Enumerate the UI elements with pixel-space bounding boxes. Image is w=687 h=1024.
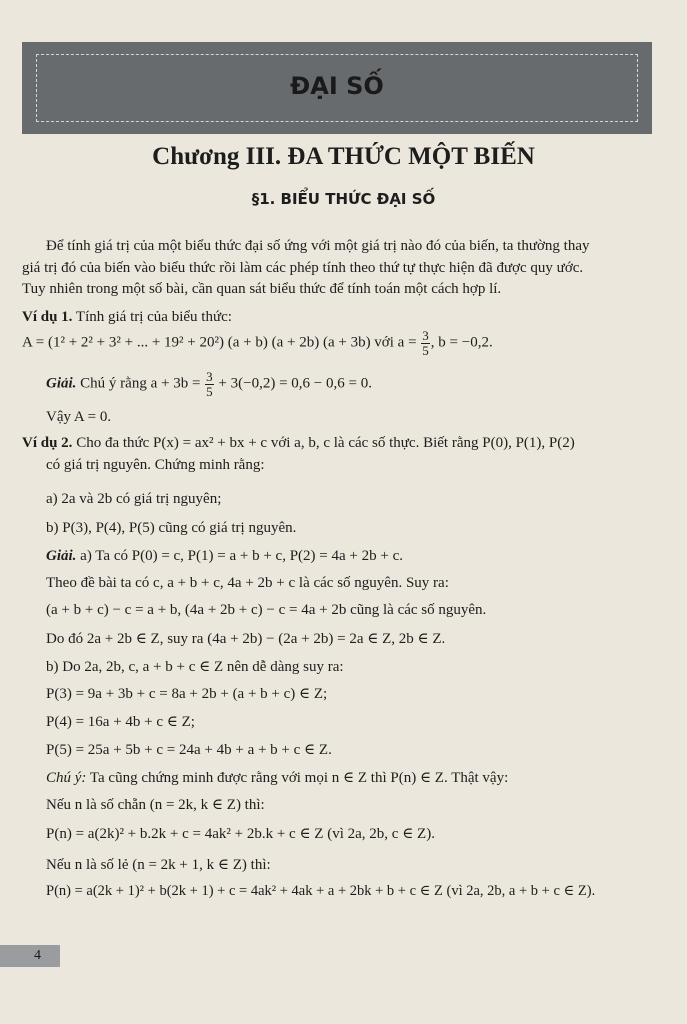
example-1-text: Tính giá trị của biểu thức: (72, 309, 232, 325)
example-2-text-2: có giá trị nguyên. Chứng minh rằng: (46, 457, 265, 473)
solution-line-6: P(4) = 16a + 4b + c ∈ Z; (46, 714, 195, 730)
example-2-heading (22, 434, 575, 452)
chapter-title: Chương III. ĐA THỨC MỘT BIẾN (152, 143, 535, 170)
section-banner (22, 42, 652, 134)
example-2-part-b: b) P(3), P(4), P(5) cũng có giá trị nguyên. (46, 520, 297, 536)
even-case: Nếu n là số chẵn (n = 2k, k ∈ Z) thì: (46, 797, 265, 813)
example-1-solution (46, 370, 372, 398)
solution-text: Chú ý rằng a + 3b = (76, 375, 205, 392)
fraction-numerator: 3 (206, 369, 213, 384)
example-1-result: Vậy A = 0. (46, 409, 112, 425)
example-2-solution (46, 547, 403, 565)
example-1-label: Ví dụ 1. (22, 309, 73, 325)
fraction-numerator: 3 (422, 328, 429, 343)
example-2-text: Cho đa thức P(x) = ax² + bx + c với a, b, c là các số thực. Biết rằng P(0), P(1), P(2) (72, 435, 575, 451)
solution-label: Giải. (46, 548, 77, 564)
expr-tail: , b = −0,2. (430, 334, 493, 351)
note-label: Chú ý: (46, 770, 87, 786)
expr-main: A = (1² + 2² + 3² + ... + 19² + 20²) (a + b) (a + 2b) (a + 3b) với a = (22, 334, 421, 351)
solution-line-1: Theo đề bài ta có c, a + b + c, 4a + 2b + c là các số nguyên. Suy ra: (46, 575, 449, 591)
example-2-label: Ví dụ 2. (22, 435, 73, 451)
fraction-denominator: 5 (422, 342, 429, 358)
example-2-part-a: a) 2a và 2b có giá trị nguyên; (46, 491, 222, 507)
note-text: Ta cũng chứng minh được rằng với mọi n ∈ Z thì P(n) ∈ Z. Thật vậy: (86, 770, 509, 786)
odd-expression: P(n) = a(2k + 1)² + b(2k + 1) + c = 4ak² + 4ak + a + 2bk + b + c ∈ Z (vì 2a, 2b, a + b + c ∈ Z). (46, 883, 596, 899)
fraction-denominator: 5 (206, 383, 213, 399)
solution-text: a) Ta có P(0) = c, P(1) = a + b + c, P(2) = 4a + 2b + c. (76, 548, 403, 564)
section-title: ĐẠI SỐ (290, 72, 384, 100)
solution-label: Giải. (46, 375, 77, 392)
intro-line-1: Để tính giá trị của một biểu thức đại số ứng với một giá trị nào đó của biến, ta thường thay (46, 238, 590, 254)
lesson-title: §1. BIỂU THỨC ĐẠI SỐ (251, 190, 436, 208)
intro-line-2: giá trị đó của biến vào biểu thức rồi làm các phép tính theo thứ tự thực hiện đã được quy ước. (22, 260, 584, 276)
note-line (46, 769, 508, 787)
example-1-heading (22, 308, 232, 326)
solution-tail: + 3(−0,2) = 0,6 − 0,6 = 0. (214, 375, 372, 392)
page-number: 4 (0, 945, 60, 967)
intro-line-3: Tuy nhiên trong một số bài, cần quan sát biểu thức để tính toán một cách hợp lí. (22, 281, 502, 297)
even-expression: P(n) = a(2k)² + b.2k + c = 4ak² + 2b.k + c ∈ Z (vì 2a, 2b, c ∈ Z). (46, 826, 435, 842)
fraction (421, 329, 430, 357)
solution-line-3: Do đó 2a + 2b ∈ Z, suy ra (4a + 2b) − (2a + 2b) = 2a ∈ Z, 2b ∈ Z. (46, 631, 446, 647)
odd-case: Nếu n là số lẻ (n = 2k + 1, k ∈ Z) thì: (46, 857, 271, 873)
fraction (205, 370, 214, 398)
solution-line-4: b) Do 2a, 2b, c, a + b + c ∈ Z nên dễ dàng suy ra: (46, 659, 344, 675)
example-1-expression (22, 329, 493, 357)
solution-line-7: P(5) = 25a + 5b + c = 24a + 4b + a + b + c ∈ Z. (46, 742, 332, 758)
solution-line-2: (a + b + c) − c = a + b, (4a + 2b + c) − c = 4a + 2b cũng là các số nguyên. (46, 602, 487, 618)
solution-line-5: P(3) = 9a + 3b + c = 8a + 2b + (a + b + c) ∈ Z; (46, 686, 328, 702)
